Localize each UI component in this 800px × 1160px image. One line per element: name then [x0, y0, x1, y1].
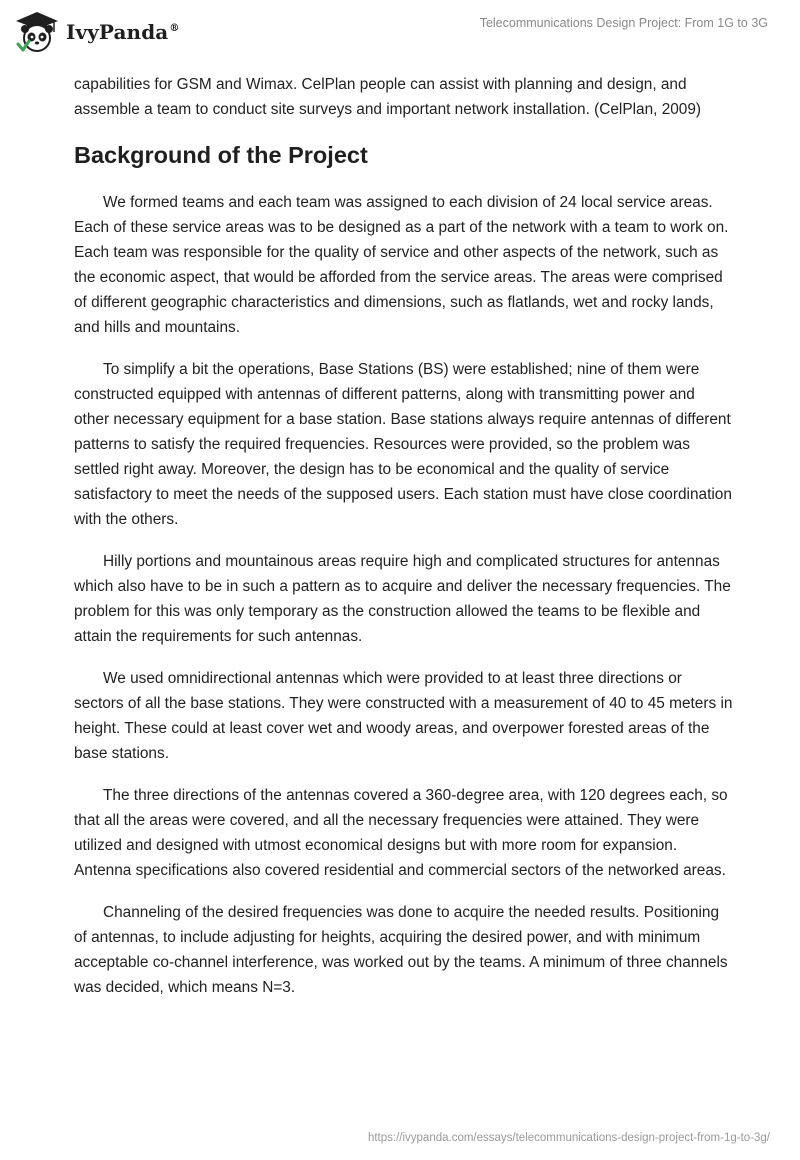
intro-paragraph: capabilities for GSM and Wimax. CelPlan people can assist with planning and design, and assemble a team to conduct site surveys and important network installation. (CelPlan, 2009) — [74, 76, 702, 118]
essay-body — [74, 72, 734, 1017]
body-paragraph: Hilly portions and mountainous areas require high and complicated structures for antennas which also have to be in such a pattern as to acquire and deliver the necessary frequencies. The problem for this was only temporary as the construction allowed the teams to be flexible and attain the requirements for such antennas. — [74, 553, 731, 645]
panda-graduate-icon — [14, 10, 60, 54]
ivypanda-logo[interactable] — [14, 10, 179, 54]
body-paragraph: The three directions of the antennas covered a 360-degree area, with 120 degrees each, so that all the areas were covered, and all the necessary frequencies were attained. They were utilized and designed with utmost economical designs but with more room for expansion. Antenna specifications also covered residential and commercial sectors of the networked areas. — [74, 787, 728, 879]
document-title: Telecommunications Design Project: From 1G to 3G — [479, 16, 768, 30]
body-paragraph: To simplify a bit the operations, Base Stations (BS) were established; nine of them were constructed equipped with antennas of different patterns, along with transmitting power and other necessary equipment for a base station. Base stations always require antennas of different patterns to satisfy the required frequencies. Resources were provided, so the problem was settled right away. Moreover, the design has to be economical and the quality of service satisfactory to meet the needs of the supposed users. Each station must have close coordination with the others. — [74, 361, 732, 528]
source-url[interactable]: https://ivypanda.com/essays/telecommunications-design-project-from-1g-to-3g/ — [367, 1132, 770, 1144]
body-paragraph: We formed teams and each team was assigned to each division of 24 local service areas. Each of these service areas was to be designed as a part of the network with a team to work on. Each team was responsible for the quality of service and other aspects of the network, such as the economic aspect, that would be afforded from the service areas. The areas were comprised of different geographic characteristics and dimensions, such as flatlands, wet and rocky lands, and hills and mountains. — [74, 194, 729, 336]
body-paragraph: We used omnidirectional antennas which were provided to at least three directions or sectors of all the base stations. They were constructed with a measurement of 40 to 45 meters in height. These could at least cover wet and woody areas, and overpower forested areas of the base stations. — [74, 670, 733, 762]
section-heading: Background of the Project — [74, 142, 368, 168]
page-header — [0, 0, 800, 70]
brand-name: IvyPanda® — [66, 20, 180, 44]
body-paragraph: Channeling of the desired frequencies was done to acquire the needed results. Positioning of antennas, to include adjusting for heights, acquiring the desired power, and with minimum acceptable co-channel interference, was worked out by the teams. A minimum of three channels was decided, which means N=3. — [74, 904, 728, 996]
registered-mark: ® — [169, 23, 180, 35]
